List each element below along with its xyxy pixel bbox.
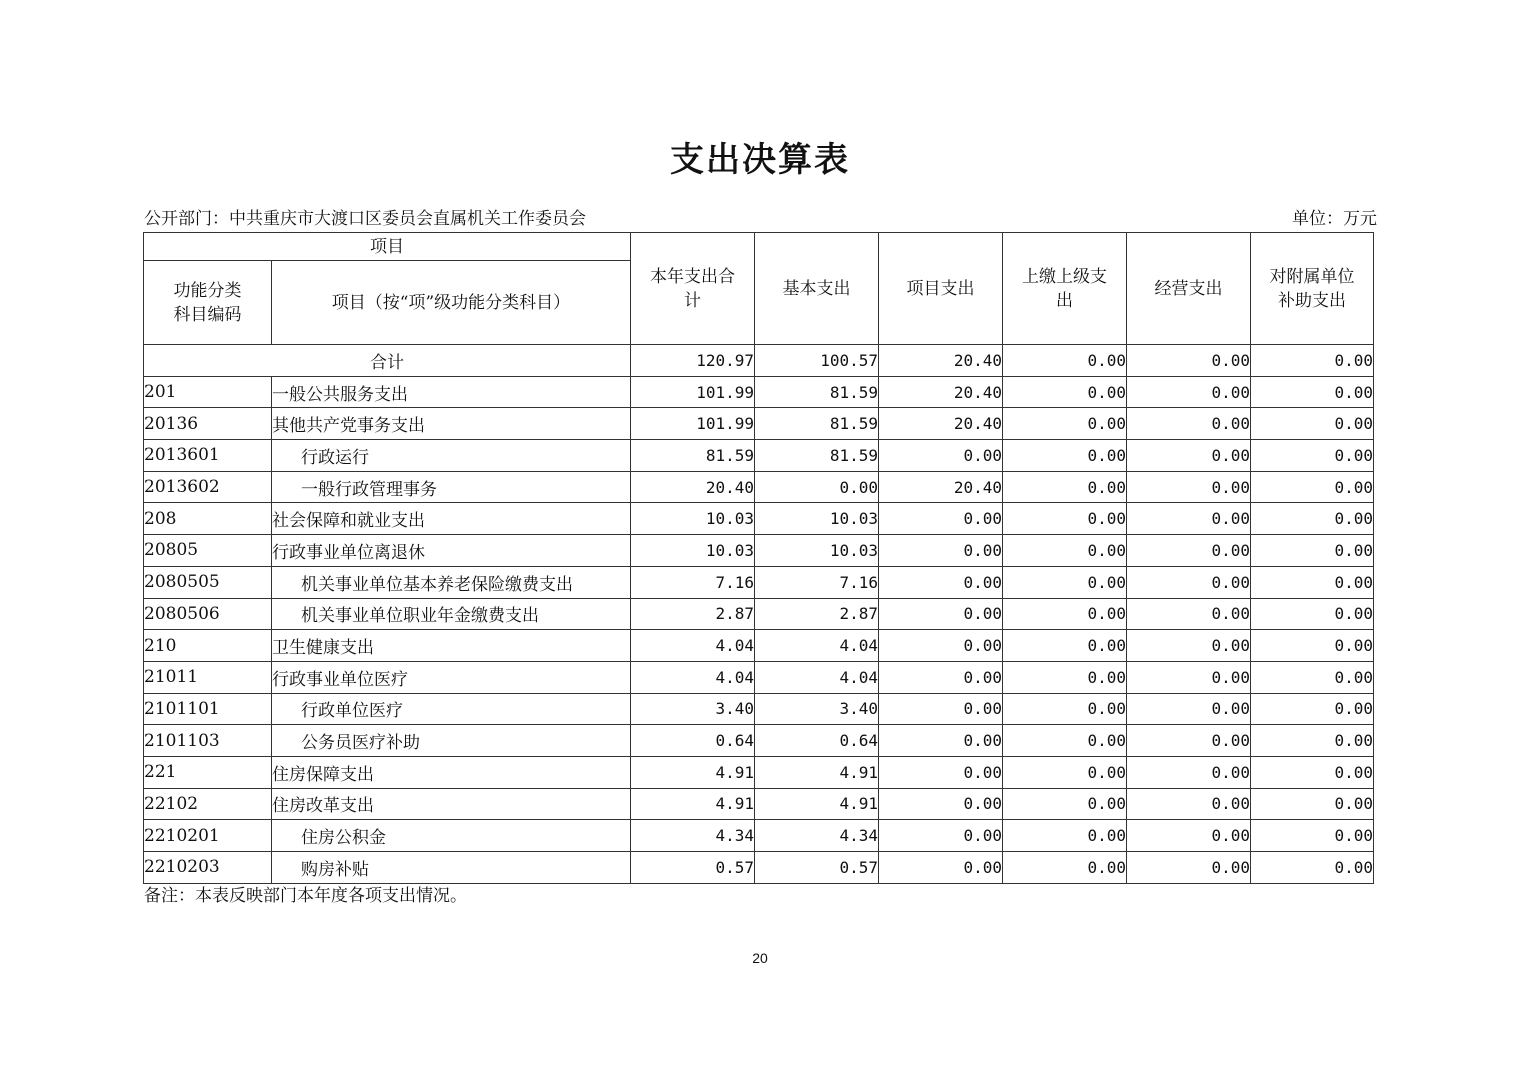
total-cell: 4.04 [631, 630, 755, 662]
name-cell: 住房公积金 [272, 820, 631, 852]
project-cell: 0.00 [879, 535, 1003, 567]
business-cell: 0.00 [1127, 661, 1251, 693]
table-row [144, 503, 1374, 535]
name-cell: 其他共产党事务支出 [272, 408, 631, 440]
project-cell: 0.00 [879, 440, 1003, 472]
project-cell: 20.40 [879, 408, 1003, 440]
basic-cell: 2.87 [755, 598, 879, 630]
business-cell: 0.00 [1127, 535, 1251, 567]
total-cell: 7.16 [631, 566, 755, 598]
upper-cell: 0.00 [1003, 440, 1127, 472]
project-cell: 20.40 [879, 376, 1003, 408]
upper-cell: 0.00 [1003, 566, 1127, 598]
upper-cell: 0.00 [1003, 630, 1127, 662]
header-code: 功能分类科目编码 [144, 261, 272, 345]
business-cell: 0.00 [1127, 376, 1251, 408]
code-cell: 21011 [144, 661, 272, 693]
upper-cell: 0.00 [1003, 345, 1127, 377]
business-cell: 0.00 [1127, 820, 1251, 852]
table-row [144, 661, 1374, 693]
business-cell: 0.00 [1127, 630, 1251, 662]
business-cell: 0.00 [1127, 693, 1251, 725]
header-basic: 基本支出 [755, 233, 879, 345]
basic-cell: 4.91 [755, 788, 879, 820]
name-cell: 社会保障和就业支出 [272, 503, 631, 535]
table-row [144, 852, 1374, 884]
basic-cell: 3.40 [755, 693, 879, 725]
code-cell: 2210201 [144, 820, 272, 852]
basic-cell: 81.59 [755, 376, 879, 408]
page-title: 支出决算表 [670, 140, 850, 180]
business-cell: 0.00 [1127, 756, 1251, 788]
business-cell: 0.00 [1127, 503, 1251, 535]
business-cell: 0.00 [1127, 725, 1251, 757]
project-cell: 20.40 [879, 471, 1003, 503]
business-cell: 0.00 [1127, 440, 1251, 472]
subsidiary-cell: 0.00 [1251, 566, 1374, 598]
name-cell: 行政单位医疗 [272, 693, 631, 725]
subsidiary-cell: 0.00 [1251, 852, 1374, 884]
basic-cell: 10.03 [755, 535, 879, 567]
code-cell: 2210203 [144, 852, 272, 884]
page-number: 20 [752, 950, 768, 966]
code-cell: 201 [144, 376, 272, 408]
project-cell: 0.00 [879, 661, 1003, 693]
upper-cell: 0.00 [1003, 756, 1127, 788]
upper-cell: 0.00 [1003, 852, 1127, 884]
name-cell: 卫生健康支出 [272, 630, 631, 662]
name-cell: 机关事业单位基本养老保险缴费支出 [272, 566, 631, 598]
basic-cell: 4.34 [755, 820, 879, 852]
name-cell: 住房保障支出 [272, 756, 631, 788]
subsidiary-cell: 0.00 [1251, 471, 1374, 503]
project-cell: 0.00 [879, 756, 1003, 788]
header-name: 项目（按“项”级功能分类科目） [272, 261, 631, 345]
total-cell: 4.91 [631, 756, 755, 788]
upper-cell: 0.00 [1003, 788, 1127, 820]
business-cell: 0.00 [1127, 471, 1251, 503]
header-business: 经营支出 [1127, 233, 1251, 345]
basic-cell: 4.04 [755, 661, 879, 693]
business-cell: 0.00 [1127, 852, 1251, 884]
total-cell: 4.34 [631, 820, 755, 852]
business-cell: 0.00 [1127, 345, 1251, 377]
business-cell: 0.00 [1127, 788, 1251, 820]
upper-cell: 0.00 [1003, 725, 1127, 757]
code-cell: 22102 [144, 788, 272, 820]
code-cell: 2080506 [144, 598, 272, 630]
unit-label: 单位：万元 [1292, 209, 1377, 229]
subsidiary-cell: 0.00 [1251, 345, 1374, 377]
upper-cell: 0.00 [1003, 820, 1127, 852]
department-label: 公开部门：中共重庆市大渡口区委员会直属机关工作委员会 [144, 209, 586, 229]
subsidiary-cell: 0.00 [1251, 788, 1374, 820]
business-cell: 0.00 [1127, 598, 1251, 630]
code-cell: 2101101 [144, 693, 272, 725]
basic-cell: 4.91 [755, 756, 879, 788]
basic-cell: 0.57 [755, 852, 879, 884]
total-cell: 2.87 [631, 598, 755, 630]
name-cell: 行政运行 [272, 440, 631, 472]
total-cell: 0.64 [631, 725, 755, 757]
table-row [144, 630, 1374, 662]
table-note: 备注：本表反映部门本年度各项支出情况。 [144, 886, 467, 906]
upper-cell: 0.00 [1003, 535, 1127, 567]
upper-cell: 0.00 [1003, 503, 1127, 535]
basic-cell: 81.59 [755, 408, 879, 440]
total-cell: 10.03 [631, 503, 755, 535]
total-cell: 10.03 [631, 535, 755, 567]
header-upper: 上缴上级支出 [1003, 233, 1127, 345]
code-cell: 2013601 [144, 440, 272, 472]
project-cell: 0.00 [879, 630, 1003, 662]
upper-cell: 0.00 [1003, 598, 1127, 630]
project-cell: 20.40 [879, 345, 1003, 377]
table-row [144, 440, 1374, 472]
table-row [144, 756, 1374, 788]
project-cell: 0.00 [879, 598, 1003, 630]
code-cell: 2080505 [144, 566, 272, 598]
table-row [144, 376, 1374, 408]
table-row [144, 788, 1374, 820]
subsidiary-cell: 0.00 [1251, 503, 1374, 535]
subsidiary-cell: 0.00 [1251, 725, 1374, 757]
subsidiary-cell: 0.00 [1251, 535, 1374, 567]
project-cell: 0.00 [879, 725, 1003, 757]
total-cell: 101.99 [631, 376, 755, 408]
upper-cell: 0.00 [1003, 661, 1127, 693]
basic-cell: 0.00 [755, 471, 879, 503]
header-total: 本年支出合计 [631, 233, 755, 345]
table-row [144, 598, 1374, 630]
code-cell: 2013602 [144, 471, 272, 503]
table-row [144, 471, 1374, 503]
name-cell: 机关事业单位职业年金缴费支出 [272, 598, 631, 630]
expenditure-table [143, 232, 1374, 884]
basic-cell: 7.16 [755, 566, 879, 598]
subsidiary-cell: 0.00 [1251, 598, 1374, 630]
name-cell: 一般行政管理事务 [272, 471, 631, 503]
basic-cell: 100.57 [755, 345, 879, 377]
header-item-group: 项目 [144, 233, 631, 261]
total-cell: 3.40 [631, 693, 755, 725]
name-cell: 行政事业单位离退休 [272, 535, 631, 567]
total-cell: 81.59 [631, 440, 755, 472]
name-cell: 一般公共服务支出 [272, 376, 631, 408]
table-row [144, 566, 1374, 598]
code-cell: 210 [144, 630, 272, 662]
business-cell: 0.00 [1127, 566, 1251, 598]
name-cell: 行政事业单位医疗 [272, 661, 631, 693]
table-row [144, 535, 1374, 567]
total-cell: 20.40 [631, 471, 755, 503]
subsidiary-cell: 0.00 [1251, 440, 1374, 472]
code-cell: 221 [144, 756, 272, 788]
upper-cell: 0.00 [1003, 693, 1127, 725]
name-cell: 住房改革支出 [272, 788, 631, 820]
basic-cell: 10.03 [755, 503, 879, 535]
project-cell: 0.00 [879, 820, 1003, 852]
name-cell: 购房补贴 [272, 852, 631, 884]
basic-cell: 4.04 [755, 630, 879, 662]
code-cell: 20136 [144, 408, 272, 440]
business-cell: 0.00 [1127, 408, 1251, 440]
total-cell: 0.57 [631, 852, 755, 884]
project-cell: 0.00 [879, 852, 1003, 884]
total-cell: 4.91 [631, 788, 755, 820]
upper-cell: 0.00 [1003, 408, 1127, 440]
subsidiary-cell: 0.00 [1251, 661, 1374, 693]
code-cell: 20805 [144, 535, 272, 567]
code-cell: 2101103 [144, 725, 272, 757]
project-cell: 0.00 [879, 693, 1003, 725]
upper-cell: 0.00 [1003, 471, 1127, 503]
subsidiary-cell: 0.00 [1251, 630, 1374, 662]
basic-cell: 0.64 [755, 725, 879, 757]
subsidiary-cell: 0.00 [1251, 820, 1374, 852]
subsidiary-cell: 0.00 [1251, 693, 1374, 725]
project-cell: 0.00 [879, 788, 1003, 820]
table-body [144, 345, 1374, 884]
total-cell: 120.97 [631, 345, 755, 377]
project-cell: 0.00 [879, 503, 1003, 535]
basic-cell: 81.59 [755, 440, 879, 472]
table-row [144, 408, 1374, 440]
total-label: 合计 [144, 345, 631, 377]
subsidiary-cell: 0.00 [1251, 376, 1374, 408]
code-cell: 208 [144, 503, 272, 535]
table-row [144, 820, 1374, 852]
name-cell: 公务员医疗补助 [272, 725, 631, 757]
table-row [144, 725, 1374, 757]
total-cell: 101.99 [631, 408, 755, 440]
total-cell: 4.04 [631, 661, 755, 693]
subsidiary-cell: 0.00 [1251, 408, 1374, 440]
table-row [144, 693, 1374, 725]
header-project: 项目支出 [879, 233, 1003, 345]
subsidiary-cell: 0.00 [1251, 756, 1374, 788]
upper-cell: 0.00 [1003, 376, 1127, 408]
header-subsidiary: 对附属单位补助支出 [1251, 233, 1374, 345]
total-row [144, 345, 1374, 377]
project-cell: 0.00 [879, 566, 1003, 598]
